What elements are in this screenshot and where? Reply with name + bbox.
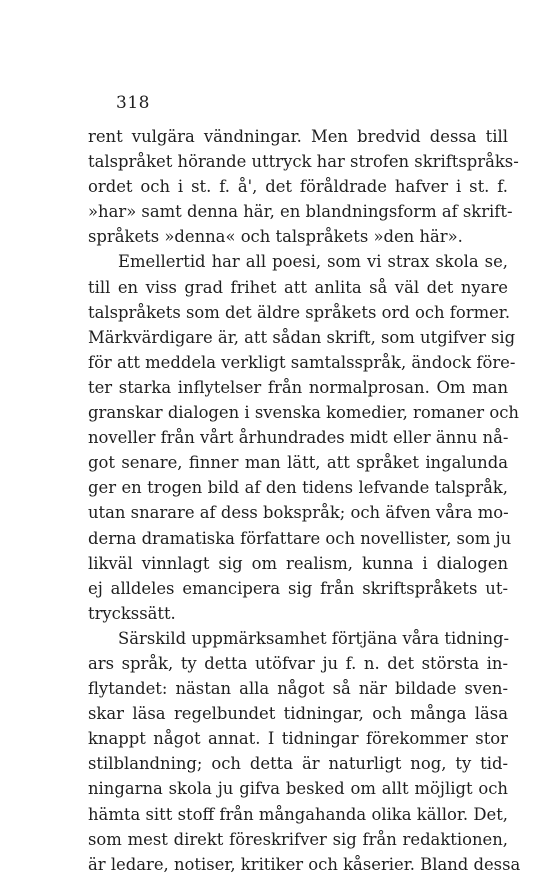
text-line: ars språk, ty detta utöfvar ju f. n. det största in- — [88, 653, 508, 673]
text-line: språkets »denna« och talspråkets »den här». — [88, 227, 463, 247]
text-line: granskar dialogen i svenska komedier, romaner och — [88, 403, 519, 423]
text-line: utan snarare af dess bokspråk; och äfven våra mo- — [88, 503, 509, 523]
text-line: ningarna skola ju gifva besked om allt möjligt och — [88, 779, 508, 799]
text-line: Märkvärdigare är, att sådan skrift, som utgifver sig — [88, 327, 516, 347]
text-line: till en viss grad frihet att anlita så väl det nyare — [88, 277, 508, 297]
text-line: ter starka inflytelser från normalprosan. Om man — [88, 377, 508, 397]
text-line: hämta sitt stoff från mångahanda olika källor. Det, — [88, 804, 508, 824]
text-line: är ledare, notiser, kritiker och kåserier. Bland dessa — [88, 854, 521, 874]
text-line: knappt något annat. I tidningar förekommer stor — [88, 729, 508, 749]
text-line: ej alldeles emancipera sig från skriftspråkets ut- — [88, 578, 508, 598]
text-line: ger en trogen bild af den tidens lefvande talspråk, — [88, 478, 508, 498]
text-line: Emellertid har all poesi, som vi strax skola se, — [118, 252, 508, 272]
text-line: för att meddela verkligt samtalsspråk, ändock före- — [88, 352, 516, 372]
text-line: rent vulgära vändningar. Men bredvid dessa till — [88, 127, 508, 146]
text-line: talspråket hörande uttryck har strofen skriftspråks- — [88, 152, 519, 172]
text-line: stilblandning; och detta är naturligt nog, ty tid- — [88, 754, 508, 774]
text-line: flytandet: nästan alla något så när bildade sven- — [88, 679, 508, 699]
text-line: derna dramatiska författare och novellister, som ju — [88, 528, 512, 548]
page-number: 318 — [116, 93, 150, 113]
text-line: talspråkets som det äldre språkets ord och former. — [88, 302, 511, 322]
text-line: »har» samt denna här, en blandningsform af skrift- — [88, 202, 513, 222]
text-line: skar läsa regelbundet tidningar, och många läsa — [88, 704, 508, 724]
text-line: got senare, finner man lätt, att språket ingalunda — [88, 453, 508, 473]
text-line: Särskild uppmärksamhet förtjäna våra tidning- — [118, 628, 510, 648]
body-text — [88, 124, 521, 877]
text-line: som mest direkt föreskrifver sig från redaktionen, — [88, 829, 508, 849]
text-line: ordet och i st. f. å', det föråldrade hafver i st. f. — [88, 177, 508, 197]
text-line: noveller från vårt århundrades midt eller ännu nå- — [88, 428, 509, 448]
text-line: likväl vinnlagt sig om realism, kunna i dialogen — [88, 553, 508, 573]
text-line: tryckssätt. — [88, 603, 176, 623]
